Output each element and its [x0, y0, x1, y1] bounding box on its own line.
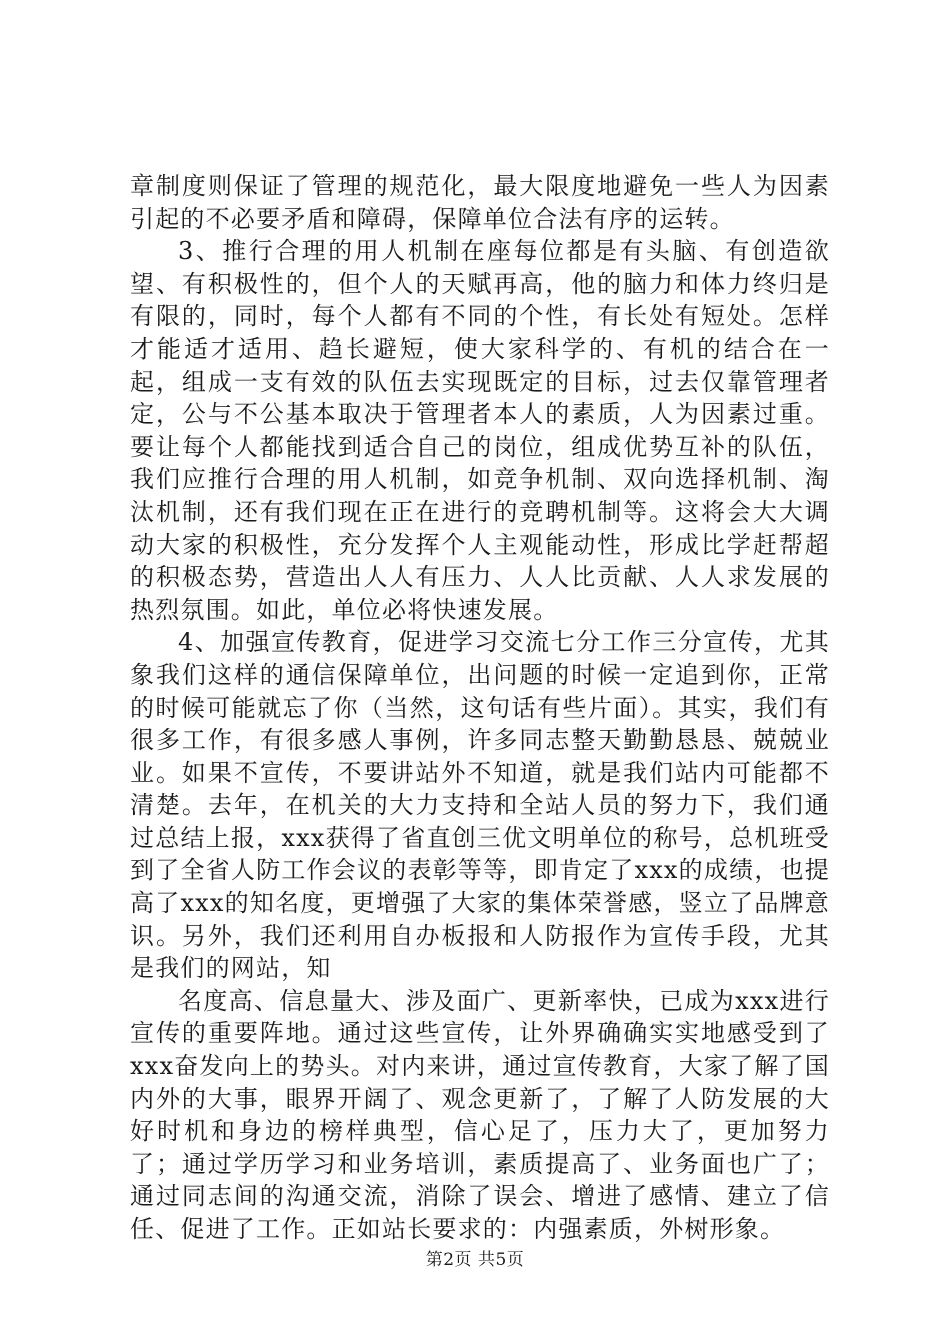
paragraph-item-4: 4、加强宣传教育，促进学习交流七分工作三分宣传，尤其象我们这样的通信保障单位，出问题的时候一定追到你，正常的时候可能就忘了你（当然，这句话有些片面）。其实，我们有很多工作，有很多感人事例，许多同志整天勤勤恳恳、兢兢业业。如果不宣传，不要讲站外不知道，就是我们站内可能都不清楚。去年，在机关的大力支持和全站人员的努力下，我们通过总结上报，xxx获得了省直创三优文明单位的称号，总机班受到了全省人防工作会议的表彰等等，即肯定了xxx的成绩，也提高了xxx的知名度，更增强了大家的集体荣誉感，竖立了品牌意识。另外，我们还利用自办板报和人防报作为宣传手段，尤其是我们的网站，知 [130, 628, 830, 983]
paragraph-item-4-continued: 名度高、信息量大、涉及面广、更新率快，已成为xxx进行宣传的重要阵地。通过这些宣传，让外界确确实实地感受到了xxx奋发向上的势头。对内来讲，通过宣传教育，大家了解了国内外的大事，眼界开阔了、观念更新了，了解了人防发展的大好时机和身边的榜样典型，信心足了，压力大了，更加努力了；通过学历学习和业务培训，素质提高了、业务面也广了；通过同志间的沟通交流，消除了误会、增进了感情、建立了信任、促进了工作。正如站长要求的：内强素质，外树形象。 [130, 986, 830, 1243]
document-body [130, 170, 830, 1246]
paragraph-continuation: 章制度则保证了管理的规范化，最大限度地避免一些人为因素引起的不必要矛盾和障碍，保障单位合法有序的运转。 [130, 172, 830, 233]
paragraph-item-3: 3、推行合理的用人机制在座每位都是有头脑、有创造欲望、有积极性的，但个人的天赋再高，他的脑力和体力终归是有限的，同时，每个人都有不同的个性，有长处有短处。怎样才能适才适用、趋长避短，使大家科学的、有机的结合在一起，组成一支有效的队伍去实现既定的目标，过去仅靠管理者定，公与不公基本取决于管理者本人的素质，人为因素过重。要让每个人都能找到适合自己的岗位，组成优势互补的队伍，我们应推行合理的用人机制，如竞争机制、双向选择机制、淘汰机制，还有我们现在正在进行的竞聘机制等。这将会大大调动大家的积极性，充分发挥个人主观能动性，形成比学赶帮超的积极态势，营造出人人有压力、人人比贡献、人人求发展的热烈氛围。如此，单位必将快速发展。 [130, 237, 830, 624]
page-number-footer: 第2页 共5页 [425, 1250, 525, 1270]
